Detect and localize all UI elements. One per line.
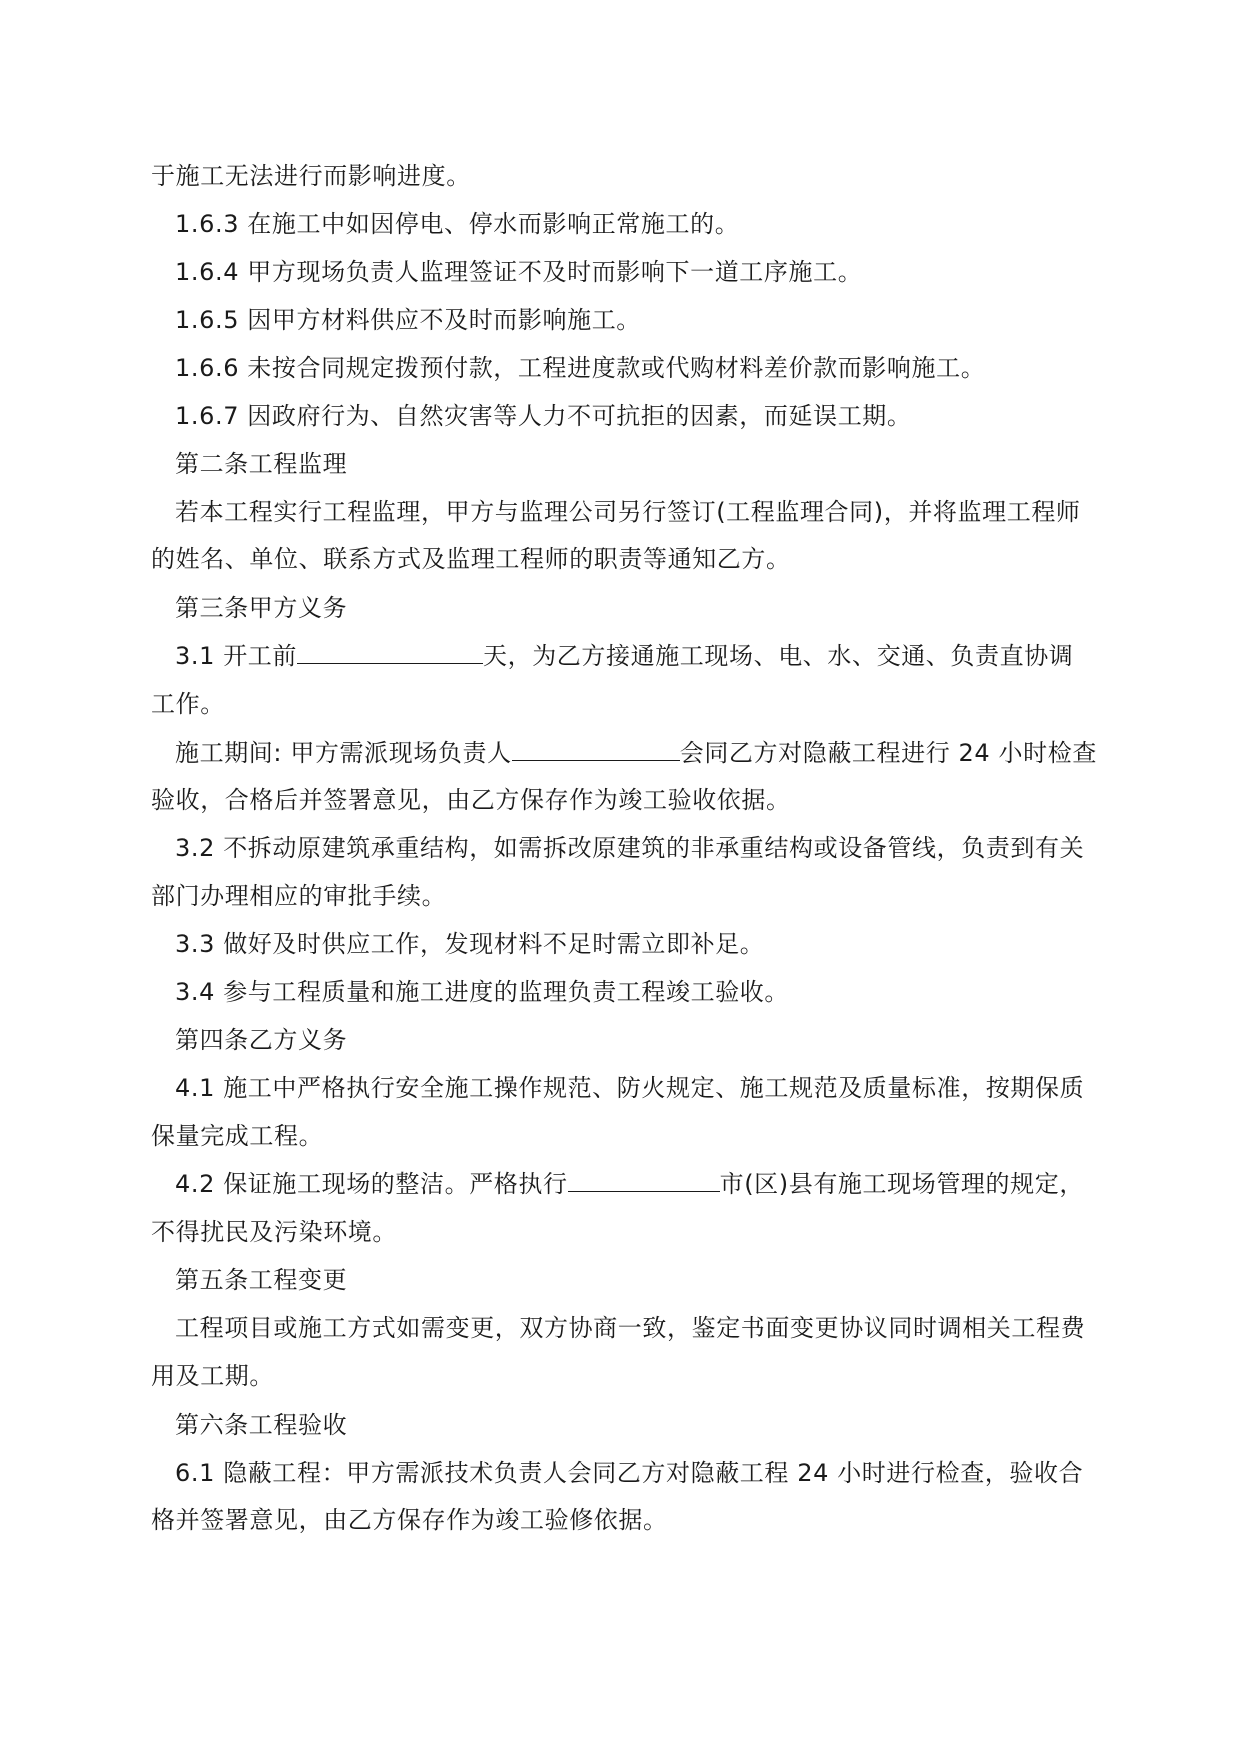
clause-3-1 [175, 640, 1073, 672]
text-line: 的姓名、单位、联系方式及监理工程师的职责等通知乙方。 [151, 545, 791, 573]
clause-6-1: 6.1 隐蔽工程：甲方需派技术负责人会同乙方对隐蔽工程 24 小时进行检查，验收合 [175, 1459, 1084, 1487]
clause-3-3: 3.3 做好及时供应工作，发现材料不足时需立即补足。 [175, 930, 765, 958]
text-line: 不得扰民及污染环境。 [151, 1218, 397, 1246]
text-line: 若本工程实行工程监理，甲方与监理公司另行签订(工程监理合同)，并将监理工程师 [175, 498, 1081, 526]
section-heading-6: 第六条工程验收 [175, 1411, 348, 1439]
text-line: 格并签署意见，由乙方保存作为竣工验修依据。 [151, 1506, 668, 1534]
clause-3-1-text: 天，为乙方接通施工现场、电、水、交通、负责直协调 [483, 642, 1074, 670]
construction-period-line [175, 737, 1097, 769]
construction-period-text: 会同乙方对隐蔽工程进行 24 小时检查 [679, 739, 1097, 767]
text-line: 部门办理相应的审批手续。 [151, 882, 447, 910]
clause-1-6-3: 1.6.3 在施工中如因停电、停水而影响正常施工的。 [175, 210, 740, 238]
text-line: 验收，合格后并签署意见，由乙方保存作为竣工验收依据。 [151, 786, 791, 814]
text-line: 用及工期。 [151, 1362, 274, 1390]
clause-3-1-prefix: 3.1 开工前 [175, 642, 297, 670]
text-line: 工作。 [151, 690, 225, 718]
text-line: 保量完成工程。 [151, 1122, 324, 1150]
clause-3-2: 3.2 不拆动原建筑承重结构，如需拆改原建筑的非承重结构或设备管线，负责到有关 [175, 834, 1085, 862]
clause-4-2-prefix: 4.2 保证施工现场的整洁。严格执行 [175, 1170, 568, 1198]
clause-1-6-5: 1.6.5 因甲方材料供应不及时而影响施工。 [175, 306, 641, 334]
clause-1-6-6: 1.6.6 未按合同规定拨预付款，工程进度款或代购材料差价款而影响施工。 [175, 354, 986, 382]
clause-4-2 [175, 1168, 1084, 1200]
clause-3-4: 3.4 参与工程质量和施工进度的监理负责工程竣工验收。 [175, 978, 789, 1006]
blank-field-days [297, 641, 483, 664]
blank-field-person [512, 738, 680, 761]
clause-1-6-7: 1.6.7 因政府行为、自然灾害等人力不可抗拒的因素，而延误工期。 [175, 402, 912, 430]
clause-1-6-4: 1.6.4 甲方现场负责人监理签证不及时而影响下一道工序施工。 [175, 258, 863, 286]
text-line: 工程项目或施工方式如需变更，双方协商一致，鉴定书面变更协议同时调相关工程费 [175, 1314, 1086, 1342]
section-heading-3: 第三条甲方义务 [175, 594, 348, 622]
construction-period-prefix: 施工期间: 甲方需派现场负责人 [175, 739, 512, 767]
section-heading-2: 第二条工程监理 [175, 450, 348, 478]
section-heading-4: 第四条乙方义务 [175, 1026, 348, 1054]
section-heading-5: 第五条工程变更 [175, 1266, 348, 1294]
text-line: 于施工无法进行而影响进度。 [151, 162, 471, 190]
blank-field-city [568, 1169, 720, 1192]
clause-4-2-text: 市(区)县有施工现场管理的规定， [719, 1170, 1084, 1198]
clause-4-1: 4.1 施工中严格执行安全施工操作规范、防火规定、施工规范及质量标准，按期保质 [175, 1074, 1085, 1102]
